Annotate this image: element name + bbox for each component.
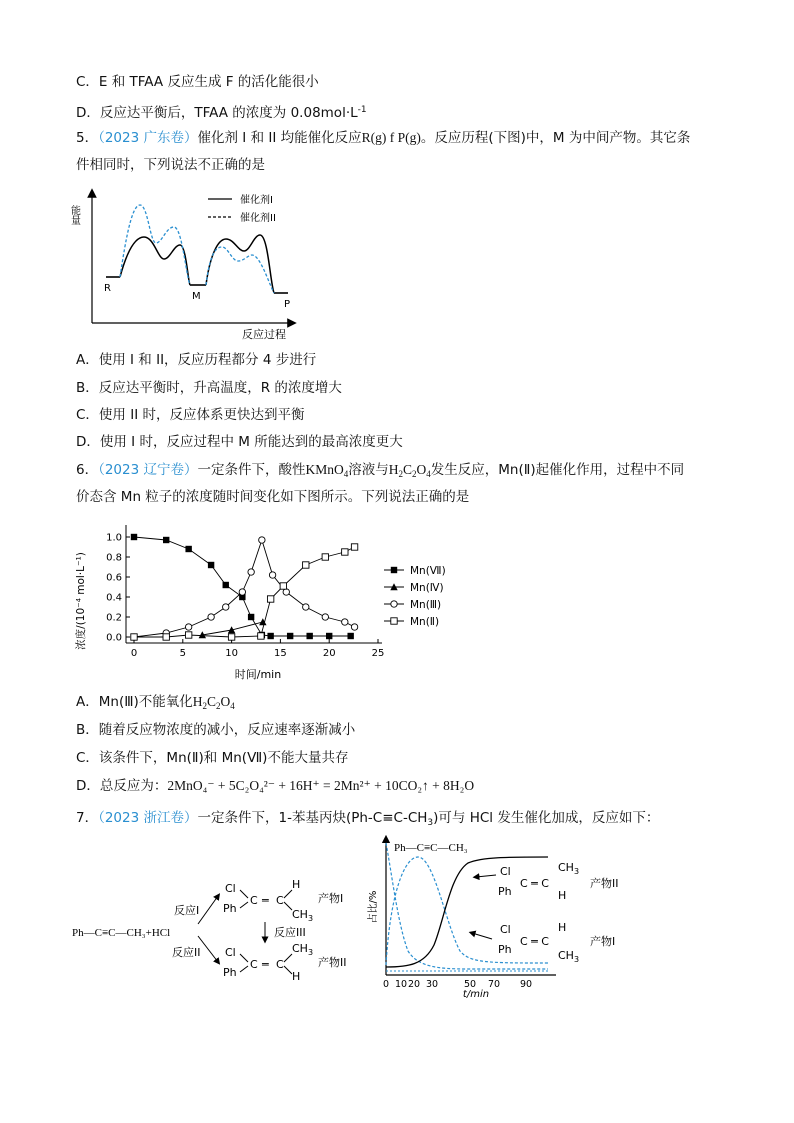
mn-legend-label: Mn(Ⅱ): [410, 616, 440, 628]
q6-source: （2023 辽宁卷）: [98, 462, 198, 478]
svg-text:Cl: Cl: [500, 865, 511, 878]
q6-stem-line2: 价态含 Mn 粒子的浓度随时间变化如下图所示。下列说法正确的是: [76, 489, 470, 505]
mn2-point: [131, 634, 137, 640]
mn2-point: [322, 554, 328, 560]
ratio-x-ticks: [383, 979, 532, 990]
q5-option-c: C．使用 II 时，反应体系更快达到平衡: [76, 407, 305, 423]
ratio-product-i-label: 产物I: [590, 935, 616, 948]
mn3-point: [259, 537, 265, 543]
q6-option-b: B．随着反应物浓度的减小，反应速率逐渐减小: [76, 722, 356, 738]
q6-number: 6．: [76, 462, 99, 478]
mn-x-tick-label: 0: [130, 648, 138, 659]
q6-text-c: 发生反应，Mn(Ⅱ)起催化作用，过程中不同: [430, 462, 685, 478]
q4-option-d: [76, 100, 367, 123]
mn-legend-label: Mn(Ⅳ): [410, 582, 444, 594]
mn3-point: [303, 604, 309, 610]
svg-text:H: H: [292, 878, 301, 891]
mn2-point: [280, 583, 286, 589]
q5-option-b: B．反应达平衡时，升高温度，R 的浓度增大: [76, 380, 342, 396]
mn2-point: [351, 544, 357, 550]
mn-legend-item: [384, 582, 444, 594]
q6-option-a: A．Mn(Ⅲ)不能氧化$H_2C_2O_4$: [76, 694, 235, 711]
q5-text-b: 。反应历程(下图)中，M 为中间产物。其它条: [420, 130, 691, 146]
chart-y-label: 浓度/(10⁻⁴ mol·L⁻¹): [75, 552, 87, 650]
q6-option-d: [76, 776, 474, 796]
mn-legend-item: [384, 599, 441, 611]
mn2-point: [228, 634, 234, 640]
mn2-point: [258, 633, 264, 639]
svg-text:Ph: Ph: [498, 885, 512, 898]
reaction-scheme: [70, 852, 370, 982]
ratio-x-label: t/min: [462, 989, 490, 1000]
svg-text:Ph: Ph: [223, 902, 237, 915]
mn7-point: [306, 633, 312, 639]
svg-text:H: H: [292, 970, 301, 983]
mn7-point: [391, 567, 397, 573]
svg-text:C: C: [250, 894, 258, 907]
q5-number: 5．: [76, 130, 99, 146]
svg-text:90: 90: [519, 979, 533, 990]
ratio-product-i-structure: [498, 921, 579, 964]
svg-text:Cl: Cl: [225, 882, 236, 895]
mn3-line: [134, 540, 355, 637]
mn7-point: [185, 546, 191, 552]
mn3-point: [342, 619, 348, 625]
mn7-point: [163, 537, 169, 543]
svg-text:CH3: $CH_3$: [292, 942, 314, 957]
q5-source: （2023 广东卷）: [98, 130, 198, 146]
mn7-series: [131, 534, 354, 639]
svg-text:═: ═: [262, 894, 269, 907]
q5-text-a: 催化剂 I 和 II 均能催化反应: [197, 130, 362, 146]
svg-text:CH3: $CH_3$: [558, 861, 580, 876]
mn-y-tick-label: 0.0: [106, 632, 122, 644]
q5-stem-line2: 件相同时，下列说法不正确的是: [76, 157, 265, 173]
mn-y-tick-label: 0.2: [106, 612, 122, 624]
product-i-structure: [223, 878, 313, 923]
ratio-product-ii-structure: [498, 861, 579, 902]
svg-text:20: 20: [407, 979, 421, 990]
svg-text:C ═ C: C ═ C: [520, 935, 549, 948]
mn3-series: [131, 537, 358, 640]
legend-i: 催化剂I: [240, 195, 273, 206]
mn3-point: [351, 624, 357, 630]
mn7-line: [134, 537, 351, 636]
product-ratio-chart: [368, 835, 638, 1000]
svg-text:C: C: [276, 894, 284, 907]
mn2-point: [342, 549, 348, 555]
label-r: R: [104, 283, 111, 294]
svg-text:10: 10: [394, 979, 408, 990]
reaction-i-label: 反应I: [174, 904, 200, 917]
legend-ii: 催化剂II: [240, 213, 276, 224]
product-i-label: 产物I: [318, 892, 344, 905]
mn-y-tick-label: 0.8: [106, 552, 122, 564]
mn-x-tick-label: 5: [179, 648, 186, 659]
chart-x-label: 时间/min: [234, 668, 282, 681]
svg-text:Cl: Cl: [500, 923, 511, 936]
q5-option-a: A．使用 I 和 II，反应历程都分 4 步进行: [76, 352, 317, 368]
q7-source: （2023 浙江卷）: [98, 810, 198, 826]
q6-kmno4: KMnO: [305, 462, 344, 477]
q6a-text: A．Mn(Ⅲ)不能氧化: [76, 694, 193, 710]
mn-y-tick-label: 0.4: [106, 592, 122, 604]
mn-y-tick-label: 1.0: [106, 532, 122, 544]
q6-stem: 6．（2023 辽宁卷）一定条件下，酸性KMnO$_4$溶液与$H_2C_2O_4$发生反应，Mn(Ⅱ)起催化作用，过程中不同: [76, 462, 685, 479]
q6d-equation: 2MnO₄⁻ + 5C₂O₄²⁻ + 16H⁺ = 2Mn²⁺ + 10CO₂↑ + 8H₂O: [167, 778, 475, 793]
mn-x-tick-label: 15: [274, 648, 287, 659]
x-axis-label: 反应过程: [242, 328, 286, 341]
svg-text:C: C: [276, 958, 284, 971]
svg-text:H: H: [558, 889, 567, 902]
mn3-point: [185, 624, 191, 630]
mn3-point: [269, 572, 275, 578]
svg-text:0: 0: [382, 979, 390, 990]
mn-legend-item: [384, 616, 439, 628]
energy-profile-figure: [70, 185, 300, 345]
q5-stem: [76, 128, 690, 148]
q7-text-a: 一定条件下，1-苯基丙炔(Ph-C≡C-CH: [197, 810, 428, 826]
mn-legend-item: [384, 565, 446, 577]
mn7-point: [208, 562, 214, 568]
mn7-point: [287, 633, 293, 639]
reactant: Ph—C≡C—CH₃+HCl: [72, 927, 171, 939]
mn-x-tick-label: 25: [371, 648, 385, 659]
mn7-point: [267, 633, 273, 639]
q5-reaction: R(g) f P(g): [361, 130, 421, 145]
mn3-point: [208, 614, 214, 620]
svg-text:CH3: $CH_3$: [292, 908, 314, 923]
mn-legend-label: Mn(Ⅶ): [410, 565, 446, 577]
q7-stem: 7．（2023 浙江卷）一定条件下，1-苯基丙炔$(Ph-C\equiv C-CH_3)$可与 HCl 发生催化加成，反应如下：: [76, 810, 660, 828]
mn7-point: [223, 582, 229, 588]
mn-concentration-chart: [72, 515, 462, 685]
reaction-ii-label: 反应II: [172, 946, 201, 959]
mn3-point: [283, 589, 289, 595]
svg-text:═: ═: [262, 958, 269, 971]
label-p: P: [284, 299, 291, 310]
ratio-product-ii-label: 产物II: [590, 877, 619, 890]
mn7-point: [248, 614, 254, 620]
mn7-point: [131, 534, 137, 540]
mn3-point: [391, 601, 397, 607]
ratio-y-label: 占比/%: [368, 890, 379, 924]
q5-option-d: D．使用 I 时，反应过程中 M 所能达到的最高浓度更大: [76, 434, 403, 450]
product-ii-structure: [223, 942, 313, 983]
label-m: M: [192, 291, 201, 302]
svg-text:C: C: [250, 958, 258, 971]
y-axis-label: 能量: [68, 205, 80, 225]
svg-text:H: H: [558, 921, 567, 934]
product-ii-label: 产物II: [318, 956, 347, 969]
svg-text:Ph: Ph: [498, 943, 512, 956]
mn2-point: [391, 618, 397, 624]
svg-text:Cl: Cl: [225, 946, 236, 959]
svg-text:70: 70: [487, 979, 501, 990]
q7-text-b: )可与 HCl 发生催化加成，反应如下：: [433, 810, 660, 826]
svg-text:50: 50: [463, 979, 477, 990]
mn2-point: [185, 632, 191, 638]
mn2-point: [163, 634, 169, 640]
q6-text-a: 一定条件下，酸性: [197, 462, 306, 478]
mn3-point: [322, 614, 328, 620]
q6d-text: D．总反应为：: [76, 778, 168, 794]
q4-option-c: C．E 和 TFAA 反应生成 F 的活化能很小: [76, 74, 319, 90]
q6-h2c2o4: H: [388, 462, 399, 477]
svg-text:C ═ C: C ═ C: [520, 877, 549, 890]
svg-text:Ph: Ph: [223, 966, 237, 979]
q4d-sup: -1: [357, 105, 367, 115]
mn3-point: [239, 589, 245, 595]
mn3-point: [223, 604, 229, 610]
mn-y-tick-label: 0.6: [106, 572, 122, 584]
mn-legend-label: Mn(Ⅲ): [410, 599, 442, 611]
mn2-point: [303, 562, 309, 568]
svg-text:CH3: $CH_3$: [558, 949, 580, 964]
mn-x-tick-label: 10: [225, 648, 238, 659]
q7-number: 7．: [76, 810, 99, 826]
svg-text:30: 30: [425, 979, 439, 990]
mn7-point: [326, 633, 332, 639]
q4d-text: D．反应达平衡后，TFAA 的浓度为 0.08mol·L: [76, 105, 358, 121]
q6-text-b: 溶液与: [348, 462, 389, 478]
mn3-point: [248, 569, 254, 575]
mn2-point: [267, 596, 273, 602]
reaction-iii-label: 反应III: [274, 926, 306, 939]
mn-x-tick-label: 20: [322, 648, 336, 659]
mn7-point: [347, 633, 353, 639]
ratio-reactant-label: Ph—C≡C—CH₃: [394, 842, 468, 854]
q6-option-c: C．该条件下，Mn(Ⅱ)和 Mn(Ⅶ)不能大量共存: [76, 750, 349, 766]
